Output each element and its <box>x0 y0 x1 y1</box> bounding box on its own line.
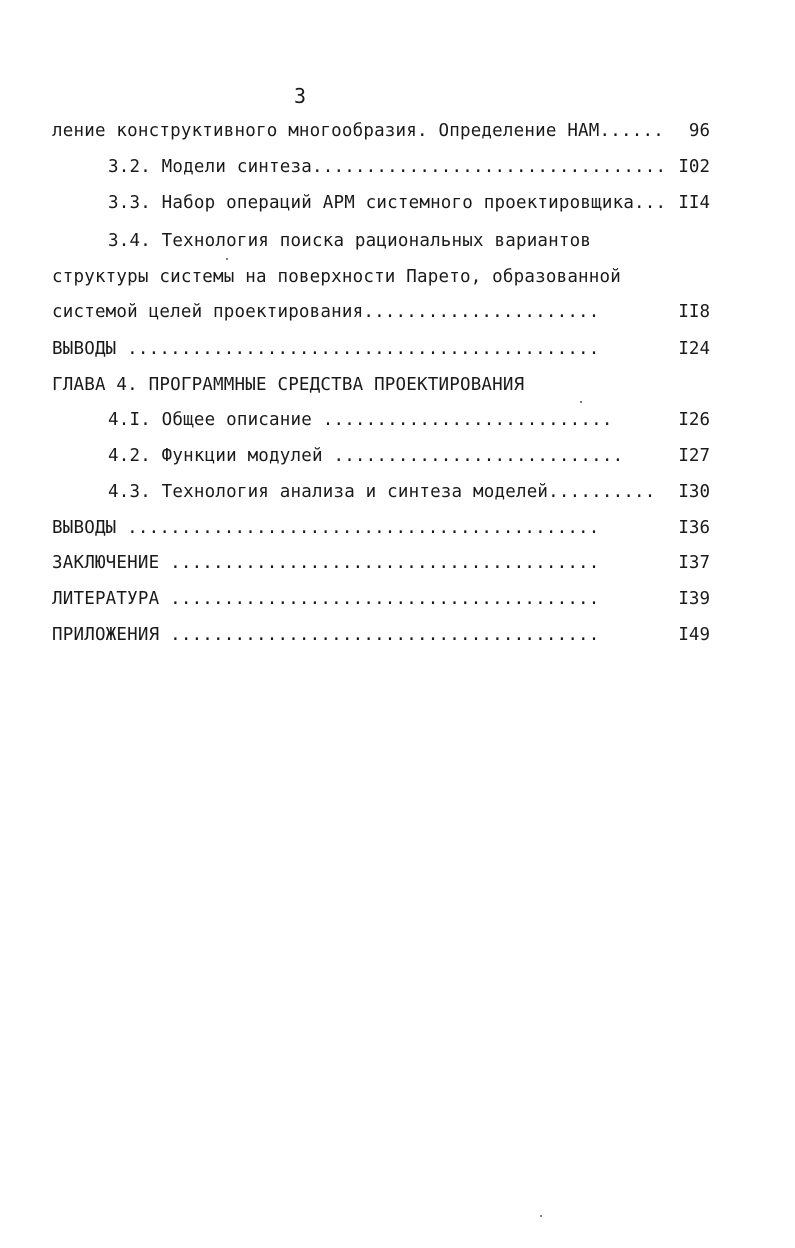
toc-page-ref: I36 <box>678 518 710 538</box>
toc-line-section-3-4-end: системой целей проектирования...................... <box>52 302 600 322</box>
toc-page-ref: I02 <box>678 157 710 177</box>
toc-line-section-4-2: 4.2. Функции модулей ........................... <box>108 446 624 466</box>
toc-page-ref: I24 <box>678 339 710 359</box>
toc-line-section-4-3: 4.3. Технология анализа и синтеза моделей.......... <box>108 482 656 502</box>
toc-page-ref: I27 <box>678 446 710 466</box>
toc-line-literature: ЛИТЕРАТУРА ........................................ <box>52 589 600 609</box>
scan-speck <box>580 401 582 403</box>
toc-line-section-4-1: 4.I. Общее описание ........................... <box>108 410 613 430</box>
toc-line-section-3-4-cont: структуры системы на поверхности Парето, образованной <box>52 267 622 287</box>
toc-page-ref: 96 <box>688 121 710 141</box>
scan-speck <box>540 1215 542 1217</box>
toc-page-ref: I39 <box>678 589 710 609</box>
toc-page-ref: II4 <box>678 193 710 213</box>
toc-line-continuation: ление конструктивного многообразия. Определение НАМ...... <box>52 121 664 141</box>
toc-page-ref: I30 <box>678 482 710 502</box>
toc-line-section-3-2: 3.2. Модели синтеза................................. <box>108 157 667 177</box>
scan-speck <box>226 258 228 260</box>
page-number: 3 <box>293 84 307 108</box>
toc-page-ref: I37 <box>678 553 710 573</box>
toc-line-section-3-3: 3.3. Набор операций АРМ системного проектировщика... <box>108 193 667 213</box>
toc-page-ref: II8 <box>678 302 710 322</box>
toc-line-conclusions-ch4: ВЫВОДЫ ............................................ <box>52 518 600 538</box>
toc-line-conclusion: ЗАКЛЮЧЕНИЕ ........................................ <box>52 553 600 573</box>
toc-line-chapter-4: ГЛАВА 4. ПРОГРАММНЫЕ СРЕДСТВА ПРОЕКТИРОВАНИЯ <box>52 375 525 395</box>
toc-line-section-3-4: 3.4. Технология поиска рациональных вариантов <box>108 231 592 251</box>
toc-page-ref: I49 <box>678 625 710 645</box>
toc-line-appendices: ПРИЛОЖЕНИЯ ........................................ <box>52 625 600 645</box>
toc-page-ref: I26 <box>678 410 710 430</box>
toc-line-conclusions-ch3: ВЫВОДЫ ............................................ <box>52 339 600 359</box>
